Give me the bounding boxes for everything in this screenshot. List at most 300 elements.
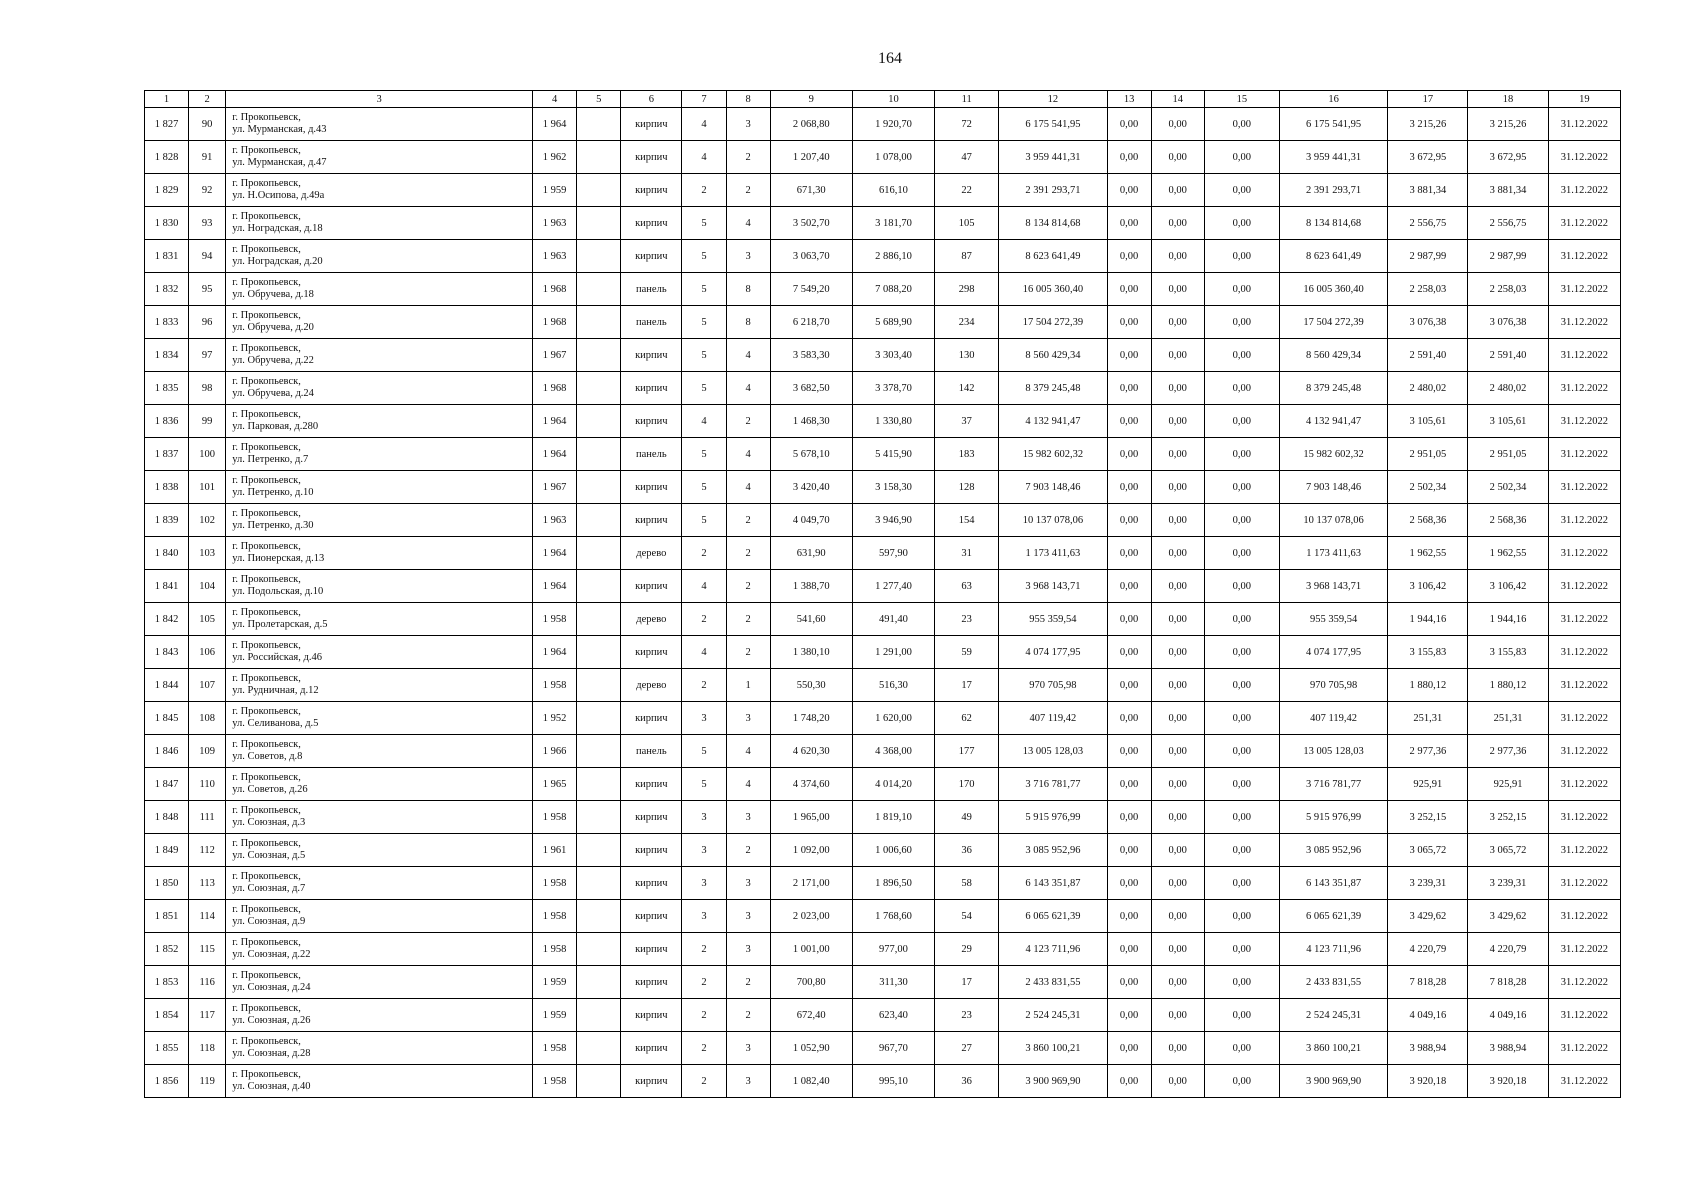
column-header-11: 11 (935, 91, 999, 108)
table-row (145, 966, 1621, 999)
cell-col-11: 183 (935, 438, 999, 471)
cell-col-17: 3 252,15 (1388, 801, 1468, 834)
cell-col-15: 0,00 (1204, 438, 1279, 471)
address-street: ул. Российская, д.46 (232, 652, 322, 663)
cell-col-14: 0,00 (1151, 141, 1204, 174)
address-cell (226, 372, 533, 405)
table-row (145, 108, 1621, 141)
table-row (145, 273, 1621, 306)
cell-col-19: 31.12.2022 (1548, 240, 1620, 273)
cell-col-14: 0,00 (1151, 339, 1204, 372)
cell-col-10: 967,70 (852, 1032, 934, 1065)
cell-col-10: 616,10 (852, 174, 934, 207)
address-cell (226, 537, 533, 570)
cell-col-15: 0,00 (1204, 603, 1279, 636)
table-row (145, 339, 1621, 372)
cell-col-7: 5 (682, 504, 726, 537)
cell-col-15: 0,00 (1204, 504, 1279, 537)
cell-col-17: 4 049,16 (1388, 999, 1468, 1032)
table-row (145, 240, 1621, 273)
cell-col-1: 1 853 (145, 966, 189, 999)
cell-col-19: 31.12.2022 (1548, 339, 1620, 372)
cell-col-10: 1 920,70 (852, 108, 934, 141)
cell-col-6: кирпич (621, 372, 682, 405)
table-row (145, 603, 1621, 636)
cell-col-7: 2 (682, 933, 726, 966)
cell-col-9: 2 023,00 (770, 900, 852, 933)
cell-col-1: 1 855 (145, 1032, 189, 1065)
address-city: г. Прокопьевск, (232, 838, 301, 849)
cell-col-11: 23 (935, 999, 999, 1032)
cell-col-15: 0,00 (1204, 537, 1279, 570)
address-cell (226, 1032, 533, 1065)
table-row (145, 405, 1621, 438)
cell-col-6: кирпич (621, 471, 682, 504)
cell-col-12: 17 504 272,39 (999, 306, 1107, 339)
table-row (145, 900, 1621, 933)
cell-col-5 (577, 933, 621, 966)
cell-col-18: 3 065,72 (1468, 834, 1548, 867)
column-header-7: 7 (682, 91, 726, 108)
cell-col-16: 8 560 429,34 (1279, 339, 1387, 372)
cell-col-18: 3 920,18 (1468, 1065, 1548, 1098)
cell-col-10: 5 415,90 (852, 438, 934, 471)
cell-col-7: 5 (682, 372, 726, 405)
cell-col-12: 2 524 245,31 (999, 999, 1107, 1032)
table-row (145, 174, 1621, 207)
cell-col-13: 0,00 (1107, 1065, 1151, 1098)
cell-col-19: 31.12.2022 (1548, 669, 1620, 702)
cell-col-15: 0,00 (1204, 471, 1279, 504)
cell-col-13: 0,00 (1107, 306, 1151, 339)
cell-col-1: 1 830 (145, 207, 189, 240)
cell-col-15: 0,00 (1204, 669, 1279, 702)
address-cell (226, 273, 533, 306)
cell-col-5 (577, 636, 621, 669)
cell-col-15: 0,00 (1204, 372, 1279, 405)
address-cell (226, 306, 533, 339)
cell-col-5 (577, 768, 621, 801)
address-street: ул. Петренко, д.7 (232, 454, 309, 465)
cell-col-12: 3 968 143,71 (999, 570, 1107, 603)
cell-col-10: 3 158,30 (852, 471, 934, 504)
cell-col-6: панель (621, 273, 682, 306)
cell-col-12: 6 175 541,95 (999, 108, 1107, 141)
address-city: г. Прокопьевск, (232, 1036, 301, 1047)
cell-col-17: 2 987,99 (1388, 240, 1468, 273)
cell-col-13: 0,00 (1107, 735, 1151, 768)
cell-col-17: 1 880,12 (1388, 669, 1468, 702)
cell-col-13: 0,00 (1107, 207, 1151, 240)
cell-col-15: 0,00 (1204, 702, 1279, 735)
cell-col-12: 1 173 411,63 (999, 537, 1107, 570)
cell-col-19: 31.12.2022 (1548, 768, 1620, 801)
cell-col-13: 0,00 (1107, 702, 1151, 735)
cell-col-5 (577, 570, 621, 603)
column-header-8: 8 (726, 91, 770, 108)
cell-col-11: 128 (935, 471, 999, 504)
cell-col-2: 99 (189, 405, 226, 438)
cell-col-16: 6 143 351,87 (1279, 867, 1387, 900)
cell-col-8: 2 (726, 603, 770, 636)
cell-col-15: 0,00 (1204, 834, 1279, 867)
cell-col-11: 36 (935, 834, 999, 867)
column-header-5: 5 (577, 91, 621, 108)
cell-col-15: 0,00 (1204, 735, 1279, 768)
cell-col-7: 5 (682, 273, 726, 306)
cell-col-10: 491,40 (852, 603, 934, 636)
cell-col-6: панель (621, 438, 682, 471)
cell-col-10: 1 819,10 (852, 801, 934, 834)
cell-col-8: 8 (726, 273, 770, 306)
cell-col-16: 8 134 814,68 (1279, 207, 1387, 240)
cell-col-9: 550,30 (770, 669, 852, 702)
cell-col-2: 119 (189, 1065, 226, 1098)
cell-col-16: 3 085 952,96 (1279, 834, 1387, 867)
cell-col-6: кирпич (621, 867, 682, 900)
address-street: ул. Мурманская, д.43 (232, 124, 327, 135)
cell-col-11: 36 (935, 1065, 999, 1098)
address-city: г. Прокопьевск, (232, 145, 301, 156)
cell-col-10: 1 768,60 (852, 900, 934, 933)
cell-col-2: 91 (189, 141, 226, 174)
cell-col-15: 0,00 (1204, 273, 1279, 306)
cell-col-10: 311,30 (852, 966, 934, 999)
cell-col-16: 6 065 621,39 (1279, 900, 1387, 933)
address-street: ул. Обручева, д.24 (232, 388, 314, 399)
cell-col-4: 1 964 (533, 108, 577, 141)
address-street: ул. Союзная, д.40 (232, 1081, 311, 1092)
cell-col-18: 925,91 (1468, 768, 1548, 801)
address-cell (226, 471, 533, 504)
cell-col-19: 31.12.2022 (1548, 966, 1620, 999)
cell-col-12: 6 065 621,39 (999, 900, 1107, 933)
cell-col-6: кирпич (621, 504, 682, 537)
table-row (145, 207, 1621, 240)
address-street: ул. Союзная, д.28 (232, 1048, 311, 1059)
cell-col-17: 2 258,03 (1388, 273, 1468, 306)
cell-col-8: 2 (726, 636, 770, 669)
table-row (145, 372, 1621, 405)
cell-col-10: 977,00 (852, 933, 934, 966)
cell-col-2: 105 (189, 603, 226, 636)
cell-col-2: 100 (189, 438, 226, 471)
cell-col-16: 3 900 969,90 (1279, 1065, 1387, 1098)
cell-col-13: 0,00 (1107, 438, 1151, 471)
cell-col-8: 3 (726, 933, 770, 966)
cell-col-1: 1 840 (145, 537, 189, 570)
cell-col-1: 1 845 (145, 702, 189, 735)
cell-col-4: 1 958 (533, 603, 577, 636)
cell-col-13: 0,00 (1107, 933, 1151, 966)
cell-col-15: 0,00 (1204, 966, 1279, 999)
cell-col-4: 1 965 (533, 768, 577, 801)
cell-col-2: 109 (189, 735, 226, 768)
address-street: ул. Обручева, д.18 (232, 289, 314, 300)
cell-col-1: 1 835 (145, 372, 189, 405)
cell-col-19: 31.12.2022 (1548, 372, 1620, 405)
address-city: г. Прокопьевск, (232, 706, 301, 717)
cell-col-9: 1 380,10 (770, 636, 852, 669)
address-city: г. Прокопьевск, (232, 409, 301, 420)
address-street: ул. Союзная, д.22 (232, 949, 311, 960)
cell-col-4: 1 968 (533, 372, 577, 405)
cell-col-4: 1 967 (533, 471, 577, 504)
cell-col-4: 1 952 (533, 702, 577, 735)
cell-col-7: 2 (682, 669, 726, 702)
cell-col-8: 2 (726, 999, 770, 1032)
cell-col-9: 4 049,70 (770, 504, 852, 537)
cell-col-13: 0,00 (1107, 834, 1151, 867)
cell-col-19: 31.12.2022 (1548, 900, 1620, 933)
cell-col-15: 0,00 (1204, 570, 1279, 603)
address-cell (226, 504, 533, 537)
cell-col-8: 4 (726, 735, 770, 768)
cell-col-8: 4 (726, 372, 770, 405)
cell-col-9: 1 748,20 (770, 702, 852, 735)
cell-col-19: 31.12.2022 (1548, 438, 1620, 471)
cell-col-9: 7 549,20 (770, 273, 852, 306)
cell-col-13: 0,00 (1107, 108, 1151, 141)
cell-col-12: 13 005 128,03 (999, 735, 1107, 768)
cell-col-5 (577, 537, 621, 570)
table-row (145, 933, 1621, 966)
cell-col-18: 2 480,02 (1468, 372, 1548, 405)
cell-col-7: 2 (682, 1065, 726, 1098)
cell-col-16: 2 524 245,31 (1279, 999, 1387, 1032)
cell-col-4: 1 964 (533, 636, 577, 669)
cell-col-4: 1 968 (533, 273, 577, 306)
cell-col-5 (577, 801, 621, 834)
cell-col-7: 2 (682, 1032, 726, 1065)
table-row (145, 570, 1621, 603)
cell-col-17: 251,31 (1388, 702, 1468, 735)
address-cell (226, 834, 533, 867)
cell-col-11: 234 (935, 306, 999, 339)
address-street: ул. Ноградская, д.18 (232, 223, 323, 234)
address-street: ул. Парковая, д.280 (232, 421, 319, 432)
table-row (145, 834, 1621, 867)
address-street: ул. Обручева, д.22 (232, 355, 314, 366)
cell-col-14: 0,00 (1151, 438, 1204, 471)
cell-col-17: 1 944,16 (1388, 603, 1468, 636)
cell-col-13: 0,00 (1107, 537, 1151, 570)
cell-col-18: 4 049,16 (1468, 999, 1548, 1032)
address-street: ул. Петренко, д.10 (232, 487, 314, 498)
cell-col-11: 29 (935, 933, 999, 966)
address-cell (226, 207, 533, 240)
address-street: ул. Петренко, д.30 (232, 520, 314, 531)
cell-col-5 (577, 438, 621, 471)
cell-col-11: 62 (935, 702, 999, 735)
address-street: ул. Обручева, д.20 (232, 322, 314, 333)
cell-col-13: 0,00 (1107, 240, 1151, 273)
table-row (145, 669, 1621, 702)
cell-col-14: 0,00 (1151, 636, 1204, 669)
cell-col-5 (577, 405, 621, 438)
cell-col-4: 1 963 (533, 240, 577, 273)
table-row (145, 801, 1621, 834)
cell-col-8: 8 (726, 306, 770, 339)
address-cell (226, 636, 533, 669)
cell-col-12: 15 982 602,32 (999, 438, 1107, 471)
cell-col-14: 0,00 (1151, 834, 1204, 867)
cell-col-11: 130 (935, 339, 999, 372)
cell-col-5 (577, 339, 621, 372)
cell-col-9: 2 068,80 (770, 108, 852, 141)
cell-col-18: 2 951,05 (1468, 438, 1548, 471)
cell-col-19: 31.12.2022 (1548, 570, 1620, 603)
cell-col-19: 31.12.2022 (1548, 537, 1620, 570)
cell-col-1: 1 833 (145, 306, 189, 339)
cell-col-4: 1 958 (533, 1065, 577, 1098)
cell-col-6: кирпич (621, 570, 682, 603)
cell-col-7: 4 (682, 141, 726, 174)
cell-col-10: 1 006,60 (852, 834, 934, 867)
cell-col-11: 17 (935, 966, 999, 999)
address-city: г. Прокопьевск, (232, 805, 301, 816)
cell-col-19: 31.12.2022 (1548, 1065, 1620, 1098)
cell-col-14: 0,00 (1151, 669, 1204, 702)
cell-col-7: 5 (682, 438, 726, 471)
cell-col-12: 4 132 941,47 (999, 405, 1107, 438)
cell-col-19: 31.12.2022 (1548, 207, 1620, 240)
cell-col-18: 2 556,75 (1468, 207, 1548, 240)
column-header-16: 16 (1279, 91, 1387, 108)
cell-col-2: 110 (189, 768, 226, 801)
cell-col-19: 31.12.2022 (1548, 999, 1620, 1032)
cell-col-12: 3 959 441,31 (999, 141, 1107, 174)
cell-col-2: 92 (189, 174, 226, 207)
cell-col-15: 0,00 (1204, 999, 1279, 1032)
cell-col-18: 2 977,36 (1468, 735, 1548, 768)
cell-col-8: 3 (726, 240, 770, 273)
cell-col-2: 90 (189, 108, 226, 141)
column-header-1: 1 (145, 91, 189, 108)
cell-col-16: 17 504 272,39 (1279, 306, 1387, 339)
cell-col-7: 5 (682, 339, 726, 372)
cell-col-11: 54 (935, 900, 999, 933)
cell-col-19: 31.12.2022 (1548, 273, 1620, 306)
cell-col-16: 15 982 602,32 (1279, 438, 1387, 471)
cell-col-11: 154 (935, 504, 999, 537)
cell-col-7: 5 (682, 471, 726, 504)
address-cell (226, 108, 533, 141)
cell-col-1: 1 844 (145, 669, 189, 702)
cell-col-4: 1 958 (533, 933, 577, 966)
cell-col-5 (577, 669, 621, 702)
cell-col-19: 31.12.2022 (1548, 174, 1620, 207)
cell-col-5 (577, 867, 621, 900)
cell-col-17: 3 881,34 (1388, 174, 1468, 207)
address-street: ул. Подольская, д.10 (232, 586, 324, 597)
cell-col-13: 0,00 (1107, 669, 1151, 702)
cell-col-11: 142 (935, 372, 999, 405)
cell-col-6: кирпич (621, 933, 682, 966)
cell-col-10: 4 014,20 (852, 768, 934, 801)
cell-col-1: 1 832 (145, 273, 189, 306)
cell-col-18: 3 672,95 (1468, 141, 1548, 174)
address-cell (226, 141, 533, 174)
cell-col-6: кирпич (621, 801, 682, 834)
cell-col-16: 3 860 100,21 (1279, 1032, 1387, 1065)
cell-col-17: 3 429,62 (1388, 900, 1468, 933)
address-street: ул. Советов, д.8 (232, 751, 303, 762)
cell-col-15: 0,00 (1204, 306, 1279, 339)
cell-col-7: 4 (682, 405, 726, 438)
cell-col-2: 108 (189, 702, 226, 735)
cell-col-14: 0,00 (1151, 603, 1204, 636)
column-header-10: 10 (852, 91, 934, 108)
cell-col-15: 0,00 (1204, 933, 1279, 966)
cell-col-4: 1 964 (533, 438, 577, 471)
table-row (145, 735, 1621, 768)
cell-col-2: 93 (189, 207, 226, 240)
cell-col-8: 3 (726, 1065, 770, 1098)
address-city: г. Прокопьевск, (232, 211, 301, 222)
column-header-9: 9 (770, 91, 852, 108)
cell-col-4: 1 958 (533, 867, 577, 900)
cell-col-18: 3 239,31 (1468, 867, 1548, 900)
cell-col-12: 2 433 831,55 (999, 966, 1107, 999)
cell-col-18: 7 818,28 (1468, 966, 1548, 999)
cell-col-7: 3 (682, 702, 726, 735)
column-header-3: 3 (226, 91, 533, 108)
cell-col-15: 0,00 (1204, 768, 1279, 801)
cell-col-16: 2 391 293,71 (1279, 174, 1387, 207)
address-city: г. Прокопьевск, (232, 277, 301, 288)
column-header-6: 6 (621, 91, 682, 108)
cell-col-9: 4 620,30 (770, 735, 852, 768)
cell-col-18: 3 106,42 (1468, 570, 1548, 603)
address-cell (226, 801, 533, 834)
cell-col-5 (577, 603, 621, 636)
cell-col-11: 58 (935, 867, 999, 900)
cell-col-4: 1 964 (533, 537, 577, 570)
cell-col-2: 106 (189, 636, 226, 669)
cell-col-19: 31.12.2022 (1548, 867, 1620, 900)
cell-col-12: 3 860 100,21 (999, 1032, 1107, 1065)
cell-col-18: 3 155,83 (1468, 636, 1548, 669)
cell-col-14: 0,00 (1151, 966, 1204, 999)
cell-col-13: 0,00 (1107, 405, 1151, 438)
address-street: ул. Пролетарская, д.5 (232, 619, 328, 630)
cell-col-17: 2 480,02 (1388, 372, 1468, 405)
cell-col-2: 114 (189, 900, 226, 933)
column-header-17: 17 (1388, 91, 1468, 108)
address-city: г. Прокопьевск, (232, 904, 301, 915)
cell-col-14: 0,00 (1151, 174, 1204, 207)
table-row (145, 636, 1621, 669)
cell-col-6: кирпич (621, 1065, 682, 1098)
cell-col-1: 1 856 (145, 1065, 189, 1098)
cell-col-1: 1 829 (145, 174, 189, 207)
cell-col-5 (577, 141, 621, 174)
address-cell (226, 999, 533, 1032)
cell-col-17: 3 105,61 (1388, 405, 1468, 438)
cell-col-12: 8 623 641,49 (999, 240, 1107, 273)
cell-col-16: 3 959 441,31 (1279, 141, 1387, 174)
cell-col-12: 16 005 360,40 (999, 273, 1107, 306)
cell-col-17: 3 239,31 (1388, 867, 1468, 900)
cell-col-17: 2 977,36 (1388, 735, 1468, 768)
cell-col-9: 1 965,00 (770, 801, 852, 834)
cell-col-4: 1 964 (533, 405, 577, 438)
cell-col-4: 1 968 (533, 306, 577, 339)
cell-col-14: 0,00 (1151, 867, 1204, 900)
cell-col-14: 0,00 (1151, 768, 1204, 801)
cell-col-5 (577, 702, 621, 735)
